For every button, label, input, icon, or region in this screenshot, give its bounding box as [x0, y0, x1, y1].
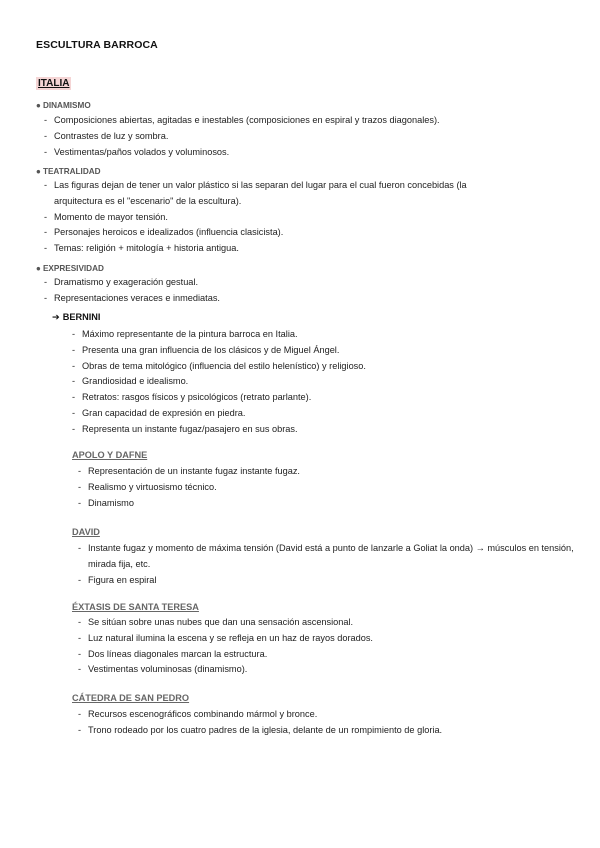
- work-heading-apolo-y-dafne: APOLO Y DAFNE: [72, 450, 148, 460]
- section-list-dinamismo: [44, 113, 564, 160]
- section-heading-expresividad: ● EXPRESIVIDAD: [36, 264, 104, 273]
- section-heading-teatralidad: ● TEATRALIDAD: [36, 167, 101, 176]
- bernini-heading: ➔ BERNINI: [52, 312, 101, 322]
- section-list-expresividad: [44, 275, 564, 307]
- list-item: - Dos líneas diagonales marcan la estructura.: [78, 647, 558, 663]
- work-heading-catedra-de-san-pedro: CÁTEDRA DE SAN PEDRO: [72, 693, 190, 703]
- work-list-david: [78, 541, 578, 588]
- section-list-teatralidad: [44, 178, 514, 257]
- list-item: - Grandiosidad e idealismo.: [72, 374, 552, 390]
- document-title: ESCULTURA BARROCA: [36, 39, 158, 51]
- list-item: - Luz natural ilumina la escena y se refleja en un haz de rayos dorados.: [78, 631, 558, 647]
- list-item: - Máximo representante de la pintura barroca en Italia.: [72, 327, 552, 343]
- list-item: - Trono rodeado por los cuatro padres de la iglesia, delante de un rompimiento de gloria.: [78, 723, 578, 739]
- list-item: - Gran capacidad de expresión en piedra.: [72, 406, 552, 422]
- list-item: - Representaciones veraces e inmediatas.: [44, 291, 564, 307]
- list-item: - Instante fugaz y momento de máxima tensión (David está a punto de lanzarle a Goliat la onda) → músculos en tensión, mirada fija, etc.: [78, 541, 578, 573]
- list-item: - Vestimentas voluminosas (dinamismo).: [78, 662, 558, 678]
- list-item: - Figura en espiral: [78, 573, 578, 589]
- section-heading-dinamismo: ● DINAMISMO: [36, 101, 91, 110]
- list-item: - Recursos escenográficos combinando mármol y bronce.: [78, 707, 578, 723]
- list-item: - Representa un instante fugaz/pasajero en sus obras.: [72, 422, 552, 438]
- work-list-apolo-y-dafne: [78, 464, 558, 511]
- list-item: - Dramatismo y exageración gestual.: [44, 275, 564, 291]
- work-list-extasis-de-santa-teresa: [78, 615, 558, 678]
- list-item: - Retratos: rasgos físicos y psicológicos (retrato parlante).: [72, 390, 552, 406]
- work-heading-extasis-de-santa-teresa: ÉXTASIS DE SANTA TERESA: [72, 602, 199, 612]
- list-item: - Composiciones abiertas, agitadas e inestables (composiciones en espiral y trazos diagonales).: [44, 113, 564, 129]
- list-item: - Personajes heroicos e idealizados (influencia clasicista).: [44, 225, 514, 241]
- list-item: - Obras de tema mitológico (influencia del estilo helenístico) y religioso.: [72, 359, 552, 375]
- list-item: - Contrastes de luz y sombra.: [44, 129, 564, 145]
- bernini-list: [72, 327, 552, 438]
- bullet-icon: ●: [36, 167, 41, 176]
- list-item: - Realismo y virtuosismo técnico.: [78, 480, 558, 496]
- list-item: - Presenta una gran influencia de los clásicos y de Miguel Ángel.: [72, 343, 552, 359]
- list-item: - Representación de un instante fugaz instante fugaz.: [78, 464, 558, 480]
- work-heading-david: DAVID: [72, 527, 100, 537]
- region-heading: ITALIA: [38, 78, 70, 89]
- list-item: - Vestimentas/paños volados y voluminosos.: [44, 145, 564, 161]
- list-item: - Las figuras dejan de tener un valor plástico si las separan del lugar para el cual fueron concebidas (la arquitectura es el "escenario" de la escultura).: [44, 178, 514, 210]
- list-item: - Temas: religión + mitología + historia antigua.: [44, 241, 514, 257]
- bullet-icon: ●: [36, 264, 41, 273]
- list-item: - Dinamismo: [78, 496, 558, 512]
- work-list-catedra-de-san-pedro: [78, 707, 578, 739]
- list-item: - Momento de mayor tensión.: [44, 210, 514, 226]
- bullet-icon: ●: [36, 101, 41, 110]
- arrow-right-icon: ➔: [52, 312, 60, 322]
- list-item: - Se sitúan sobre unas nubes que dan una sensación ascensional.: [78, 615, 558, 631]
